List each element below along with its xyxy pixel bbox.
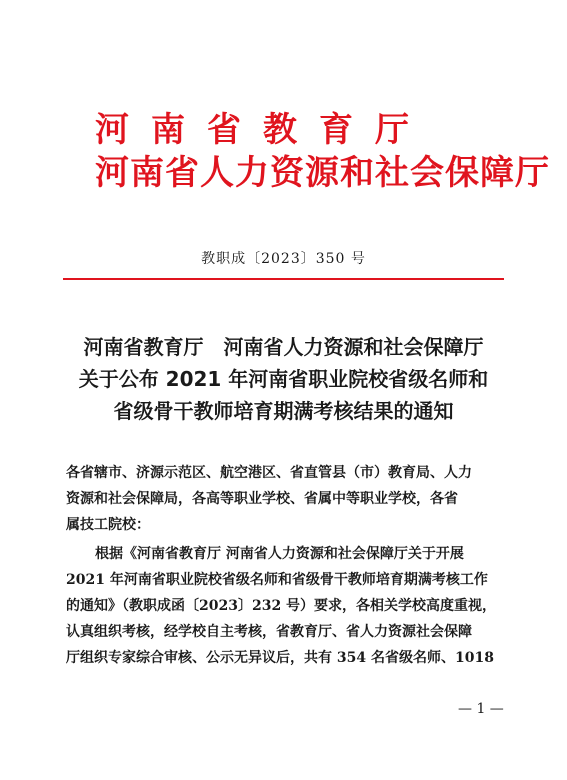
body-line: 资源和社会保障局，各高等职业学校、省属中等职业学校，各省 bbox=[66, 491, 458, 507]
issuer-education-dept: 河南省教育厅 bbox=[95, 110, 431, 150]
document-title-line-3: 省级骨干教师培育期满考核结果的通知 bbox=[113, 399, 454, 423]
body-line: 属技工院校： bbox=[66, 517, 150, 533]
red-divider-line bbox=[63, 278, 504, 280]
body-line: 的通知》（教职成函〔2023〕232 号）要求，各相关学校高度重视， bbox=[66, 598, 497, 614]
body-line: 厅组织专家综合审核、公示无异议后，共有 354 名省级名师、1018 bbox=[66, 650, 494, 666]
body-line: 2021 年河南省职业院校省级名师和省级骨干教师培育期满考核工作 bbox=[66, 572, 488, 588]
document-number: 教职成〔2023〕350 号 bbox=[201, 251, 366, 267]
document-title-line-1: 河南省教育厅 河南省人力资源和社会保障厅 bbox=[83, 335, 484, 359]
body-line: 认真组织考核，经学校自主考核，省教育厅、省人力资源社会保障 bbox=[66, 624, 472, 640]
document-title-line-2: 关于公布 2021 年河南省职业院校省级名师和 bbox=[78, 367, 489, 391]
page-number: — 1 — bbox=[458, 701, 504, 717]
body-line: 根据《河南省教育厅 河南省人力资源和社会保障厅关于开展 bbox=[95, 546, 464, 562]
issuer-hr-social-security-dept: 河南省人力资源和社会保障厅 bbox=[95, 153, 550, 193]
body-line: 各省辖市、济源示范区、航空港区、省直管县（市）教育局、人力 bbox=[66, 465, 472, 481]
